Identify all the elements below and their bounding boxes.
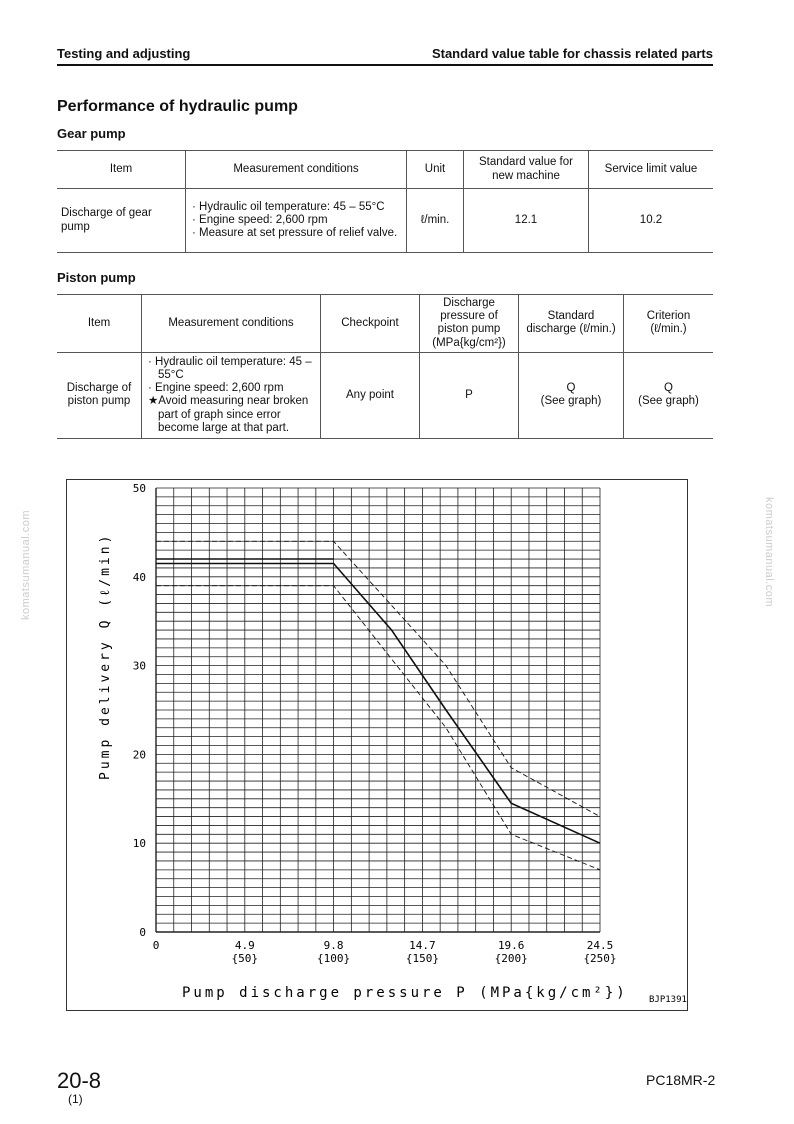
gear-standard: 12.1 <box>464 189 589 253</box>
model-name: PC18MR-2 <box>646 1072 716 1088</box>
piston-condition: ★Avoid measuring near broken part of graph since error become large at that part. <box>148 395 309 434</box>
piston-condition: · Engine speed: 2,600 rpm <box>148 382 284 395</box>
piston-condition: · Hydraulic oil temperature: 45 – 55°C <box>148 355 312 381</box>
gear-condition: · Measure at set pressure of relief valve. <box>192 227 398 240</box>
page-revision: (1) <box>68 1092 83 1106</box>
gear-pump-table <box>57 150 713 253</box>
gear-pump-heading: Gear pump <box>57 126 126 141</box>
piston-pump-header-row <box>57 295 713 353</box>
col-checkpoint: Checkpoint <box>321 295 420 353</box>
col-pressure: Discharge pressure of piston pump (MPa{kg/cm²}) <box>420 295 519 353</box>
y-tick-label: 40 <box>132 570 146 584</box>
y-axis-label: Pump delivery Q (ℓ/min) <box>98 532 113 780</box>
col-conditions: Measurement conditions <box>186 151 407 189</box>
y-tick-label: 0 <box>139 926 146 939</box>
piston-pump-heading: Piston pump <box>57 270 136 285</box>
col-limit: Service limit value <box>589 151 714 189</box>
tolerance-line <box>156 541 600 816</box>
gear-condition: · Engine speed: 2,600 rpm <box>192 213 328 226</box>
gear-pump-header-row <box>57 151 713 189</box>
y-tick-label: 10 <box>132 837 146 851</box>
piston-criterion: Q (See graph) <box>624 352 714 438</box>
piston-pressure: P <box>420 352 519 438</box>
gear-condition: · Hydraulic oil temperature: 45 – 55°C <box>192 200 385 213</box>
y-tick-label: 30 <box>132 659 146 673</box>
watermark-left: komatsumanual.com <box>20 510 32 620</box>
chart-grid <box>156 488 600 932</box>
watermark-right: komatsumanual.com <box>763 497 775 607</box>
chart-ticks <box>133 482 617 965</box>
gear-limit: 10.2 <box>589 189 714 253</box>
col-conditions: Measurement conditions <box>142 295 321 353</box>
pump-performance-chart <box>66 479 688 1011</box>
x-tick-sublabel: {100} <box>317 952 351 965</box>
chart-series <box>156 541 600 870</box>
x-tick-sublabel: {250} <box>583 952 617 965</box>
gear-unit: ℓ/min. <box>407 189 464 253</box>
x-tick-sublabel: {50} <box>231 952 259 965</box>
piston-item: Discharge of piston pump <box>57 352 142 438</box>
y-tick-label: 20 <box>132 748 146 762</box>
page-title: Performance of hydraulic pump <box>57 98 298 115</box>
col-standard: Standard value for new machine <box>464 151 589 189</box>
x-tick-label: 4.9 <box>234 939 255 952</box>
figure-code: BJP1391 <box>649 995 687 1005</box>
col-item: Item <box>57 295 142 353</box>
header-left: Testing and adjusting <box>57 46 191 61</box>
piston-pump-row <box>57 352 713 438</box>
gear-item: Discharge of gear pump <box>57 189 186 253</box>
gear-conditions <box>186 189 407 253</box>
col-standard: Standard discharge (ℓ/min.) <box>519 295 624 353</box>
col-unit: Unit <box>407 151 464 189</box>
gear-pump-row <box>57 189 713 253</box>
x-axis-label: Pump discharge pressure P (MPa{kg/cm²}) <box>182 985 628 1001</box>
header-right: Standard value table for chassis related parts <box>431 46 713 61</box>
x-tick-label: 0 <box>152 939 160 952</box>
x-tick-sublabel: {150} <box>405 952 439 965</box>
y-tick-label: 50 <box>132 482 146 495</box>
piston-conditions <box>142 352 321 438</box>
x-tick-label: 24.5 <box>586 939 614 952</box>
piston-standard: Q (See graph) <box>519 352 624 438</box>
standard-line <box>156 564 600 844</box>
col-criterion: Criterion (ℓ/min.) <box>624 295 714 353</box>
x-tick-label: 14.7 <box>409 939 436 952</box>
x-tick-label: 9.8 <box>323 939 344 952</box>
col-item: Item <box>57 151 186 189</box>
piston-pump-table <box>57 294 713 439</box>
header-rule <box>57 64 713 66</box>
x-tick-sublabel: {200} <box>494 952 528 965</box>
page-number: 20-8 <box>57 1068 102 1093</box>
x-tick-label: 19.6 <box>497 939 525 952</box>
piston-checkpoint: Any point <box>321 352 420 438</box>
chart-svg <box>67 480 687 1010</box>
